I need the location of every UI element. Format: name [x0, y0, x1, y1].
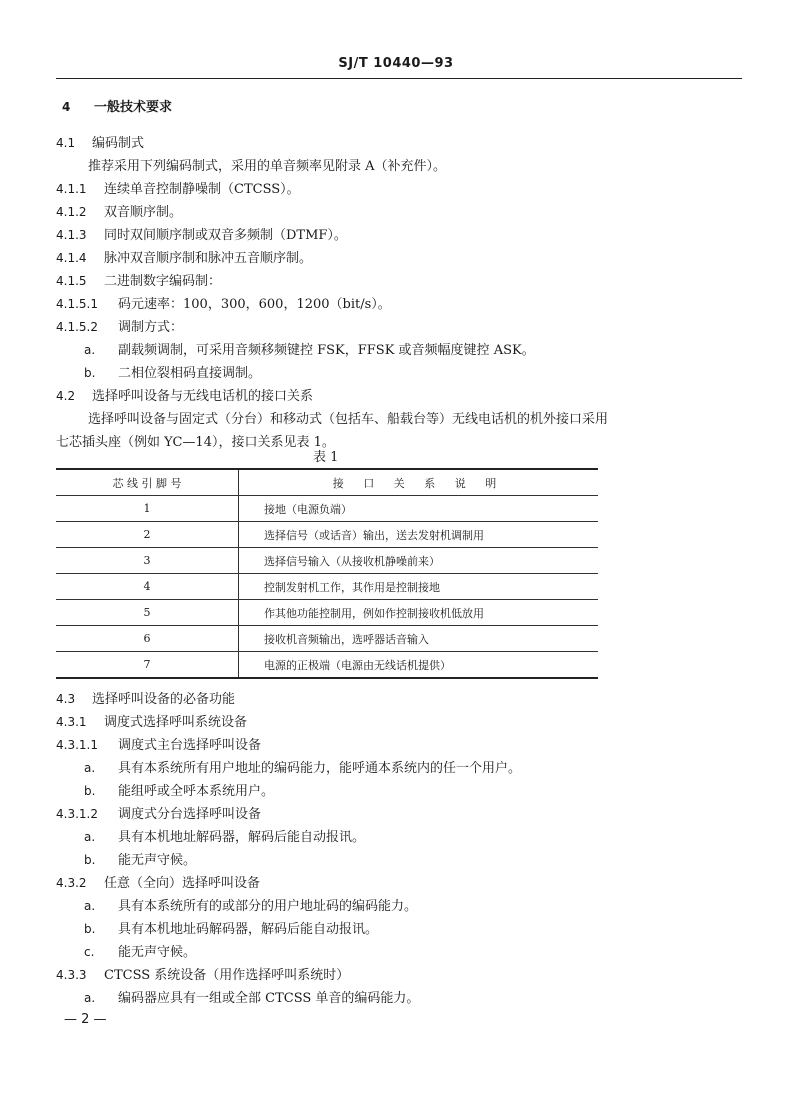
- section-number: 4.1: [56, 136, 76, 150]
- table-caption: 表 1: [313, 450, 339, 465]
- section-number: 4: [62, 100, 71, 114]
- list-marker: b.: [84, 366, 96, 380]
- section-number: 4.1.4: [56, 251, 87, 265]
- heading-4: [62, 96, 172, 115]
- paragraph: 推荐采用下列编码制式，采用的单音频率见附录 A（补充件）。: [88, 159, 447, 174]
- item-text: 二进制数字编码制：: [104, 274, 222, 289]
- table-row: [56, 600, 598, 626]
- interface-table: [56, 468, 598, 679]
- section-number: 4.1.3: [56, 228, 87, 242]
- heading-4-3: [56, 688, 235, 707]
- section-number: 4.3.2: [56, 876, 87, 890]
- item-text: 具有本系统所有用户地址的编码能力，能呼通本系统内的任一个用户。: [118, 761, 522, 776]
- item-4-1-4: [56, 247, 312, 266]
- document-code-header: SJ/T 10440—93: [338, 56, 454, 71]
- item-text: 任意（全向）选择呼叫设备: [104, 876, 261, 891]
- pin-cell: 7: [56, 652, 239, 679]
- list-marker: b.: [84, 784, 96, 798]
- desc-cell: 选择信号（或话音）输出，送去发射机调制用: [239, 522, 599, 548]
- item-4-1-5-2: [56, 316, 183, 335]
- section-title: 编码制式: [92, 136, 145, 151]
- item-text: 能组呼或全呼本系统用户。: [118, 784, 275, 799]
- section-number: 4.3.3: [56, 968, 87, 982]
- desc-cell: 作其他功能控制用，例如作控制接收机低放用: [239, 600, 599, 626]
- list-item-a: [84, 757, 521, 776]
- list-marker: a.: [84, 991, 96, 1005]
- pin-cell: 3: [56, 548, 239, 574]
- item-text: CTCSS 系统设备（用作选择呼叫系统时）: [104, 968, 350, 983]
- section-number: 4.3.1.1: [56, 738, 98, 752]
- list-item-b: [84, 918, 378, 937]
- item-4-3-1-2: [56, 803, 261, 822]
- item-text: 连续单音控制静噪制（CTCSS）。: [104, 182, 300, 197]
- desc-cell: 选择信号输入（从接收机静噪前来）: [239, 548, 599, 574]
- section-number: 4.2: [56, 389, 76, 403]
- section-number: 4.1.5: [56, 274, 87, 288]
- item-4-1-3: [56, 224, 347, 243]
- heading-4-2: [56, 385, 313, 404]
- page-number: — 2 —: [64, 1012, 107, 1027]
- list-item-a: [84, 987, 419, 1006]
- heading-4-1: [56, 132, 144, 151]
- item-text: 双音顺序制。: [104, 205, 183, 220]
- list-marker: a.: [84, 899, 96, 913]
- paragraph: 选择呼叫设备与固定式（分台）和移动式（包括车、船载台等）无线电话机的机外接口采用: [88, 412, 609, 427]
- pin-cell: 5: [56, 600, 239, 626]
- paragraph: 七芯插头座（例如 YC—14），接口关系见表 1。: [56, 435, 335, 450]
- item-text: 能无声守候。: [118, 945, 197, 960]
- table-row: [56, 574, 598, 600]
- list-item-a: [84, 826, 365, 845]
- desc-cell: 接地（电源负端）: [239, 496, 599, 522]
- item-4-1-1: [56, 178, 300, 197]
- item-4-1-5: [56, 270, 221, 289]
- list-item-b: [84, 362, 261, 381]
- item-text: 具有本机地址解码器，解码后能自动报讯。: [118, 830, 366, 845]
- item-text: 能无声守候。: [118, 853, 197, 868]
- item-text: 二相位裂相码直接调制。: [118, 366, 262, 381]
- item-text: 同时双间顺序制或双音多频制（DTMF）。: [104, 228, 347, 243]
- item-4-3-3: [56, 964, 349, 983]
- header-rule: [56, 78, 742, 79]
- item-text: 具有本系统所有的或部分的用户地址码的编码能力。: [118, 899, 418, 914]
- table-row: [56, 548, 598, 574]
- desc-cell: 接收机音频输出，选呼器话音输入: [239, 626, 599, 652]
- list-item-a: [84, 339, 535, 358]
- item-text: 调度式选择呼叫系统设备: [104, 715, 248, 730]
- item-4-3-2: [56, 872, 260, 891]
- desc-cell: 电源的正极端（电源由无线话机提供）: [239, 652, 599, 679]
- pin-cell: 2: [56, 522, 239, 548]
- table-header-row: [56, 469, 598, 496]
- list-item-a: [84, 895, 417, 914]
- section-title: 一般技术要求: [94, 100, 173, 115]
- table-row: [56, 522, 598, 548]
- item-text: 具有本机地址码解码器，解码后能自动报讯。: [118, 922, 379, 937]
- item-4-1-2: [56, 201, 182, 220]
- pin-cell: 1: [56, 496, 239, 522]
- item-text: 脉冲双音顺序制和脉冲五音顺序制。: [104, 251, 313, 266]
- table-header: 接 口 关 系 说 明: [239, 469, 599, 496]
- list-marker: b.: [84, 922, 96, 936]
- section-number: 4.1.5.1: [56, 297, 98, 311]
- list-item-b: [84, 849, 196, 868]
- pin-cell: 4: [56, 574, 239, 600]
- item-text: 码元速率：100，300，600，1200（bit/s）。: [118, 297, 391, 312]
- item-4-3-1: [56, 711, 247, 730]
- table-header: 芯 线 引 脚 号: [56, 469, 239, 496]
- list-marker: a.: [84, 343, 96, 357]
- section-number: 4.3.1.2: [56, 807, 98, 821]
- section-number: 4.3: [56, 692, 76, 706]
- section-number: 4.3.1: [56, 715, 87, 729]
- item-text: 调度式主台选择呼叫设备: [118, 738, 262, 753]
- list-marker: c.: [84, 945, 95, 959]
- table-row: [56, 496, 598, 522]
- table-row: [56, 626, 598, 652]
- list-item-c: [84, 941, 196, 960]
- list-marker: a.: [84, 761, 96, 775]
- item-text: 副载频调制，可采用音频移频键控 FSK，FFSK 或音频幅度键控 ASK。: [118, 343, 535, 358]
- item-text: 调度式分台选择呼叫设备: [118, 807, 262, 822]
- section-number: 4.1.2: [56, 205, 87, 219]
- section-number: 4.1.5.2: [56, 320, 98, 334]
- item-text: 编码器应具有一组或全部 CTCSS 单音的编码能力。: [118, 991, 420, 1006]
- pin-cell: 6: [56, 626, 239, 652]
- list-marker: a.: [84, 830, 96, 844]
- section-title: 选择呼叫设备的必备功能: [92, 692, 236, 707]
- list-item-b: [84, 780, 274, 799]
- item-text: 调制方式：: [118, 320, 184, 335]
- section-number: 4.1.1: [56, 182, 87, 196]
- item-4-1-5-1: [56, 293, 391, 312]
- item-4-3-1-1: [56, 734, 261, 753]
- list-marker: b.: [84, 853, 96, 867]
- desc-cell: 控制发射机工作，其作用是控制接地: [239, 574, 599, 600]
- table-row: [56, 652, 598, 679]
- section-title: 选择呼叫设备与无线电话机的接口关系: [92, 389, 314, 404]
